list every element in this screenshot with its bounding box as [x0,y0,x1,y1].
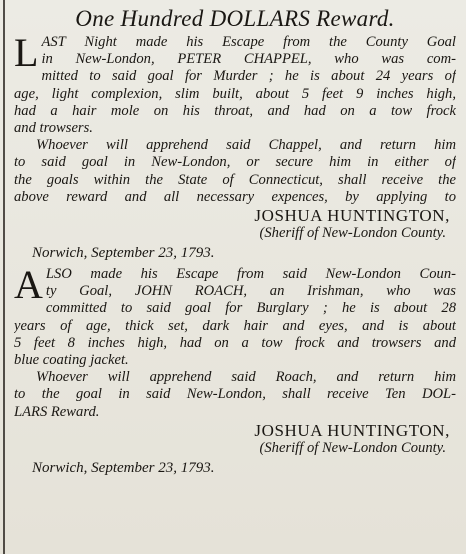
first-notice-date: Norwich, September 23, 1793. [32,245,215,262]
first-notice-reward [14,137,456,206]
reward-line: above reward and all necessary expences, by applying to [14,188,456,205]
second-notice-line: ty Goal, JOHN ROACH, an Irishman, who was [45,283,456,300]
reward-line: LARS Reward. [14,403,100,420]
second-notice-date: Norwich, September 23, 1793. [32,459,215,476]
first-signature-title: (Sheriff of New-London County. [259,225,446,242]
second-notice-reward [14,369,456,421]
reward-line: to said goal in New-London, or secure him in either of [14,154,456,171]
second-notice-line: 5 feet 8 inches high, had on a tow frock and trowsers and [14,334,456,351]
first-signature-name: JOSHUA HUNTINGTON, [254,206,450,226]
second-signature-name: JOSHUA HUNTINGTON, [254,420,450,440]
reward-line: Whoever will apprehend said Roach, and return him [36,369,456,386]
first-notice-line: age, light complexion, slim built, about 5 feet 9 inches high, [14,85,456,102]
first-notice-line: mitted to said goal for Murder ; he is about 24 years of [41,68,456,85]
reward-line: to the goal in said New-London, shall receive Ten DOL- [14,386,456,403]
headline: One Hundred DOLLARS Reward. [75,6,395,31]
first-notice-line: AST Night made his Escape from the County Goal [41,34,456,50]
first-notice-drop-cap: L [14,30,39,75]
second-notice-line: years of age, thick set, dark hair and eyes, and is about [14,317,456,334]
first-notice-line: had a hair mole on his throat, and had on a tow frock [14,102,456,119]
column-rule [3,0,5,554]
reward-line: Whoever will apprehend said Chappel, and return him [36,137,456,154]
second-notice-drop-cap: A [14,262,43,308]
second-notice-line: committed to said goal for Burglary ; he is about 28 [45,300,456,317]
second-notice-line: LSO made his Escape from said New-London Coun- [45,266,456,283]
second-notice-line: blue coating jacket. [14,352,129,369]
reward-line: the goals within the State of Connecticut, shall receive the [14,171,456,188]
second-notice-body [14,262,456,369]
first-notice-line: in New-London, PETER CHAPPEL, who was com- [41,51,456,68]
first-notice-body [14,30,456,137]
second-signature-title: (Sheriff of New-London County. [259,439,446,456]
first-notice-line: and trowsers. [14,120,93,137]
